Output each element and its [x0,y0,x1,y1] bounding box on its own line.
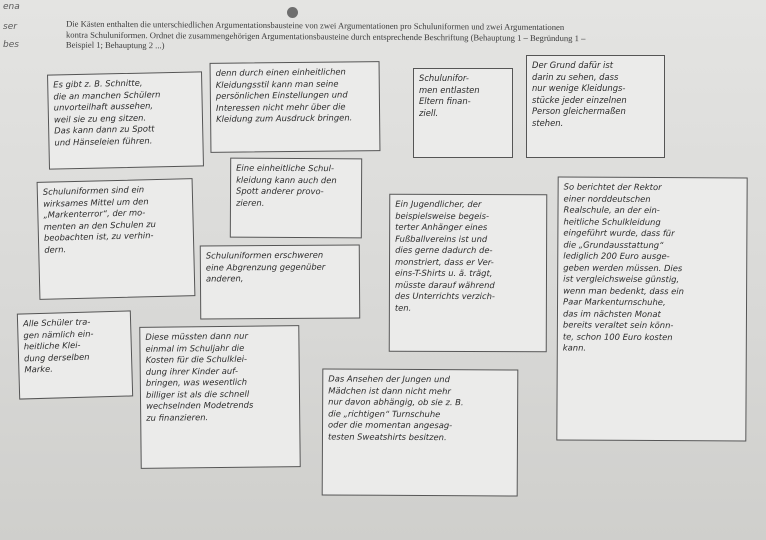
box-text-line: Kosten für die Schulklei- [145,353,248,365]
box-text-line: denn durch einen einheitlichen [215,66,346,78]
box-text-line: eins-T-Shirts u. ä. trägt, [394,267,493,279]
box-text-line: Eine einheitliche Schul- [236,162,335,174]
box-text-line: Paar Markenturnschuhe, [563,296,666,308]
box-text-line: Eltern finan- [419,96,471,106]
box-text-line: testen Sweatshirts besitzen. [327,431,447,442]
box-text-line: zu finanzieren. [146,411,209,423]
argument-box-7 [200,244,361,319]
argument-box-2 [210,61,381,153]
box-text-line: zieren. [235,197,265,208]
box-text-line: ten. [394,302,412,313]
box-text-line: stehen. [532,117,564,128]
box-text-line: bereits veraltet sein könn- [562,319,674,331]
box-text-line: wirksames Mittel um den [42,195,149,209]
box-text-line: anderen, [205,273,244,284]
box-text-line: Das kann dann zu Spott [54,123,155,136]
argument-box-9 [556,177,747,442]
box-text-line: billiger ist als die schnell [145,388,250,400]
box-text-line: Interessen nicht mehr über die [215,100,346,113]
box-text-line: heitliche Klei- [23,339,81,352]
box-text-line: wenn man bedenkt, dass ein [563,285,684,296]
box-text-line: Schuluniformen sind ein [42,184,145,197]
box-text-line: Schuluniformen erschweren [205,249,324,261]
box-text-line: Mädchen ist dann nicht mehr [328,385,451,396]
box-text-line: eine Abgrenzung gegenüber [205,261,326,273]
instruction-line: kontra Schuluniformen. Ordnet die zusammengehörigen Argumentationsbausteine durch entsprechende Beschriftung (Behauptung 1 – Begründung 1 – [65,29,586,43]
margin-note-2: ser [3,22,17,32]
box-text-line: menten an den Schulen zu [43,218,157,232]
box-text-line: nur davon abhängig, ob sie z. B. [328,396,464,408]
box-text-line: dern. [44,243,67,255]
margin-note-1: ena [3,2,20,12]
box-text-line: Ein Jugendlicher, der [395,198,482,210]
box-text-line: dung ihrer Kinder auf- [145,365,238,377]
box-text-line: unvorteilhaft aussehen, [53,100,154,113]
box-text-line: einmal im Schuljahr die [145,342,245,354]
box-text-line: Realschule, an der ein- [563,204,660,216]
box-text-line: stücke jeder einzelnen [532,94,627,105]
box-text-line: Person gleichermaßen [532,106,626,116]
instruction-line: Die Kästen enthalten die unterschiedlichen Argumentationsbausteine von zwei Argumentationen pro Schuluniformen und zwei Argumentationen [66,18,565,33]
box-text-line: oder die momentan angesag- [328,419,453,431]
box-text-line: weil sie zu eng sitzen. [53,112,147,124]
argument-box-5 [230,158,362,239]
box-text-line: monstriert, dass er Ver- [395,256,494,267]
box-text-line: einer norddeutschen [563,193,651,204]
argument-box-12 [322,368,519,496]
argument-box-4 [526,55,665,158]
punch-hole [287,7,298,18]
argument-box-3 [413,68,513,158]
box-text-line: men entlasten [419,84,480,95]
box-text-line: persönlichen Einstellungen und [215,89,348,101]
argument-box-6 [37,178,196,300]
box-text-line: Spott anderer provo- [236,185,324,197]
box-text-line: wechselnden Modetrends [146,399,254,411]
box-text-line: ist vergleichsweise günstig, [563,273,680,285]
box-text-line: nur wenige Kleidungs- [532,83,626,93]
box-text-line: bringen, was wesentlich [145,376,248,388]
box-text-line: Marke. [24,363,53,375]
box-text-line: dies gerne dadurch de- [395,244,493,256]
box-text-line: te, schon 100 Euro kosten [562,331,673,342]
box-text-line: kleidung kann auch den [236,174,337,185]
box-text-line: dung derselben [23,351,90,363]
box-text-line: eingeführt wurde, dass für [563,227,675,239]
box-text-line: ziell. [419,107,439,118]
box-text-line: die an manchen Schülern [53,88,161,102]
box-text-line: Fußballvereins ist und [395,233,488,244]
box-text-line: und Hänseleien führen. [54,134,153,147]
box-text-line: gen nämlich ein- [23,327,94,340]
box-text-line: So berichtet der Rektor [563,181,662,193]
box-text-line: Der Grund dafür ist [532,60,614,70]
box-text-line: beispielsweise begeis- [395,210,490,221]
argument-box-1 [47,71,204,169]
box-text-line: Es gibt z. B. Schnitte, [53,77,143,90]
margin-note-3: bes [3,40,19,50]
argument-box-10 [17,310,133,399]
box-text-line: Alle Schüler tra- [22,316,91,329]
task-instructions [66,19,756,55]
box-text-line: heitliche Schulkleidung [563,216,661,227]
argument-box-11 [139,325,300,469]
box-text-line: müsste darauf während [394,279,495,290]
box-text-line: terter Anhänger eines [395,221,488,233]
box-text-line: geben werden müssen. Dies [563,262,683,273]
box-text-line: beobachten ist, zu verhin- [43,230,154,243]
box-text-line: Das Ansehen der Jungen und [328,373,450,385]
box-text-line: kann. [562,342,587,353]
box-text-line: Schulunifor- [419,73,469,83]
box-text-line: Kleidung zum Ausdruck bringen. [216,112,353,124]
instruction-line: Beispiel 1; Behauptung 2 ...) [65,39,165,51]
box-text-line: „Markenterror“, der mo- [43,207,146,220]
box-text-line: darin zu sehen, dass [532,71,619,82]
argument-box-8 [389,194,548,353]
box-text-line: Diese müssten dann nur [145,330,248,342]
box-text-line: Kleidungsstil kann man seine [215,78,339,90]
box-text-line: lediglich 200 Euro ausge- [563,250,670,262]
box-text-line: des Unterrichts verzich- [394,290,495,302]
box-text-line: die „Grundausstattung“ [563,239,664,250]
box-text-line: die „richtigen“ Turnschuhe [328,408,441,419]
box-text-line: das im nächsten Monat [562,308,661,319]
